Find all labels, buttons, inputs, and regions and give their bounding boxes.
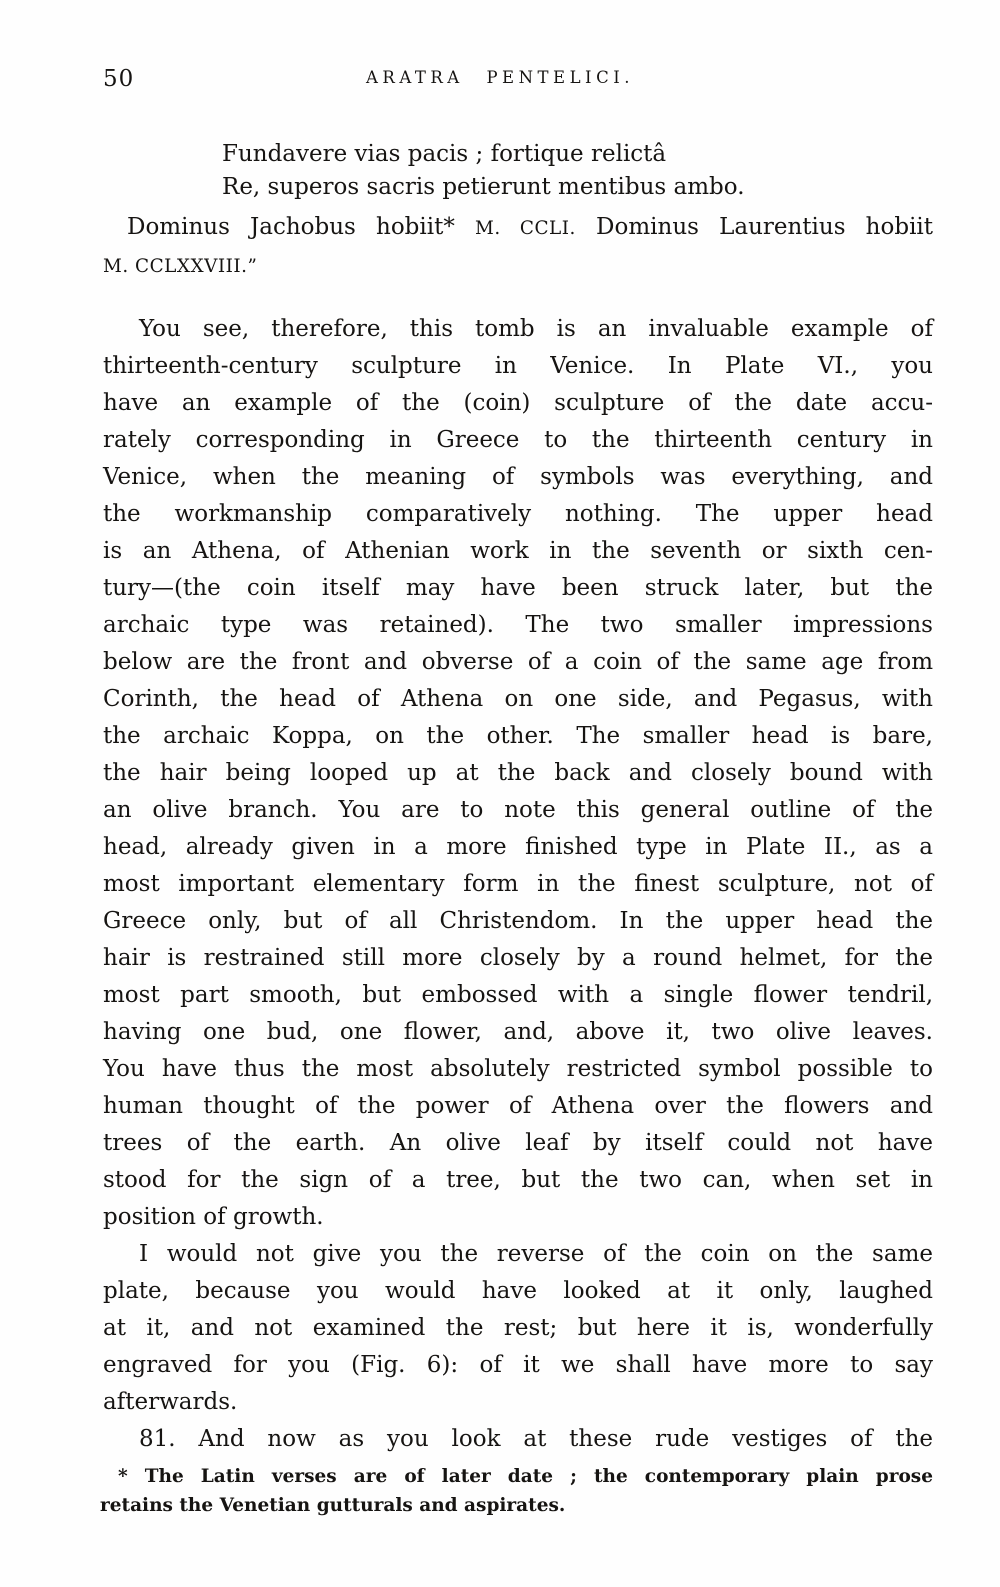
- footnote-line: retains the Venetian gutturals and aspirates.: [100, 1494, 566, 1516]
- text-line: most part smooth, but embossed with a single flower tendril,: [103, 982, 933, 1008]
- page-number: 50: [103, 66, 135, 92]
- text-line: Venice, when the meaning of symbols was everything, and: [103, 464, 933, 490]
- footnote: [100, 1463, 933, 1520]
- attribution-text: Dominus Jachobus hobiit*: [127, 214, 455, 240]
- text-line: below are the front and obverse of a coin of the same age from: [103, 649, 933, 675]
- text-line: at it, and not examined the rest; but here it is, wonderfully: [103, 1315, 933, 1341]
- text-line: I would not give you the reverse of the coin on the same: [139, 1241, 933, 1267]
- text-line: rately corresponding in Greece to the thirteenth century in: [103, 427, 933, 453]
- text-line: afterwards.: [103, 1389, 238, 1415]
- text-line: trees of the earth. An olive leaf by itself could not have: [103, 1130, 933, 1156]
- text-line: 81. And now as you look at these rude vestiges of the: [139, 1426, 933, 1452]
- running-header: ARATRA PENTELICI.: [366, 68, 634, 87]
- text-line: the workmanship comparatively nothing. The upper head: [103, 501, 933, 527]
- text-line: head, already given in a more finished type in Plate II., as a: [103, 834, 933, 860]
- attribution-date: M. CCLXXVIII.”: [103, 256, 258, 277]
- text-line: You see, therefore, this tomb is an invaluable example of: [139, 316, 933, 342]
- text-line: hair is restrained still more closely by a round helmet, for the: [103, 945, 933, 971]
- body-text: [103, 311, 933, 1458]
- text-line: have an example of the (coin) sculpture of the date accu-: [103, 390, 933, 416]
- text-line: most important elementary form in the finest sculpture, not of: [103, 871, 933, 897]
- body-paragraph-3: [103, 1421, 933, 1458]
- text-line: an olive branch. You are to note this general outline of the: [103, 797, 933, 823]
- verse-line: Fundavere vias pacis ; fortique relictâ: [222, 141, 667, 167]
- text-line: stood for the sign of a tree, but the two can, when set in: [103, 1167, 933, 1193]
- body-paragraph-2: [103, 1236, 933, 1421]
- epigraph-verse: [222, 138, 933, 204]
- text-line: plate, because you would have looked at it only, laughed: [103, 1278, 933, 1304]
- attribution-text: Dominus Laurentius hobiit: [596, 214, 934, 240]
- attribution-date: M. CCLI.: [475, 218, 576, 239]
- text-line: the archaic Koppa, on the other. The smaller head is bare,: [103, 723, 933, 749]
- verse-line: Re, superos sacris petierunt mentibus ambo.: [222, 174, 745, 200]
- footnote-line: * The Latin verses are of later date ; the contemporary plain prose: [118, 1466, 933, 1487]
- text-line: is an Athena, of Athenian work in the seventh or sixth cen-: [103, 538, 933, 564]
- text-line: engraved for you (Fig. 6): of it we shall have more to say: [103, 1352, 933, 1378]
- attribution-line: [103, 247, 933, 285]
- page-header: [0, 0, 1000, 96]
- epigraph-attribution: [103, 209, 933, 285]
- text-line: Corinth, the head of Athena on one side, and Pegasus, with: [103, 686, 933, 712]
- attribution-line: [103, 209, 933, 247]
- text-line: Greece only, but of all Christendom. In the upper head the: [103, 908, 933, 934]
- text-line: thirteenth-century sculpture in Venice. In Plate VI., you: [103, 353, 933, 379]
- text-line: You have thus the most absolutely restricted symbol possible to: [103, 1056, 933, 1082]
- text-line: archaic type was retained). The two smaller impressions: [103, 612, 933, 638]
- body-paragraph-1: [103, 311, 933, 1236]
- text-line: human thought of the power of Athena over the flowers and: [103, 1093, 933, 1119]
- text-line: tury—(the coin itself may have been struck later, but the: [103, 575, 933, 601]
- text-line: having one bud, one flower, and, above it, two olive leaves.: [103, 1019, 933, 1045]
- text-line: position of growth.: [103, 1204, 324, 1230]
- text-line: the hair being looped up at the back and closely bound with: [103, 760, 933, 786]
